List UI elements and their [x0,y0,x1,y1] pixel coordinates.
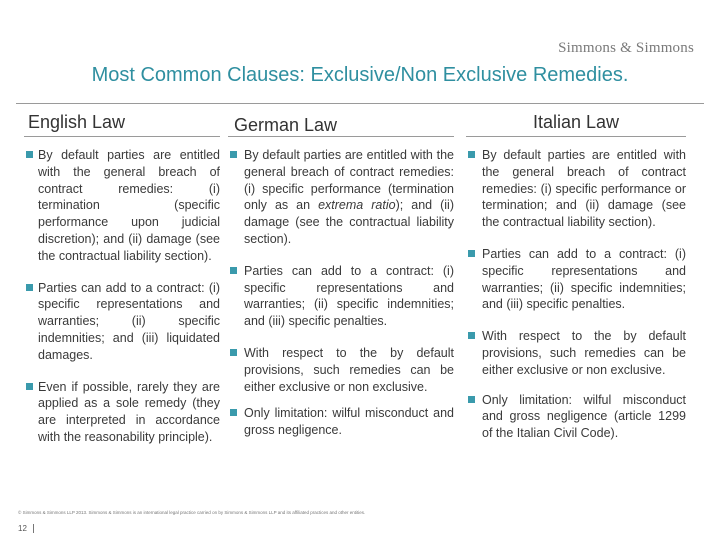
page-number-divider [33,524,34,533]
list-item [24,280,220,364]
bullet-text: Only limitation: wilful misconduct and gross negligence (article 1299 of the Italian Civil Code). [482,392,686,441]
square-bullet-icon [468,332,475,339]
square-bullet-icon [26,284,33,291]
bullet-text-italic: extrema ratio [318,198,396,213]
square-bullet-icon [230,267,237,274]
square-bullet-icon [468,396,475,403]
list-item [24,379,220,446]
page-number: 12 [18,524,27,533]
bullet-text: By default parties are entitled with the general breach of contract remedies: (i) termination (specific performance upon judicial discretion); and (ii) damage (see the contractual liability section). [38,148,220,263]
brand-logo: Simmons & Simmons [558,40,694,56]
list-item [466,246,686,313]
list-item [228,263,454,330]
list-item [466,147,686,231]
list-item [466,392,686,442]
list-item [228,147,454,248]
bullet-text-part: ); and (ii) damage (see the contractual liability section). [244,198,454,246]
bullet-text: Only limitation: wilful misconduct and gross negligence. [244,406,454,438]
square-bullet-icon [230,349,237,356]
column-english-law [24,106,220,461]
column-heading: Italian Law [466,106,686,137]
list-item [24,147,220,265]
list-item [466,328,686,378]
bullet-text: With respect to the by default provisions, such remedies can be either exclusive or non exclusive. [244,345,454,394]
bullet-text: By default parties are entitled with the general breach of contract remedies: (i) specific performance or termination; and (ii) damage (see the contractual liability section). [482,148,686,230]
bullet-text: Even if possible, rarely they are applied as a sole remedy (they are interpreted in accordance with the reasonability principle). [38,379,220,444]
column-heading: German Law [228,106,454,137]
list-item [228,345,454,395]
square-bullet-icon [230,151,237,158]
square-bullet-icon [26,383,33,390]
slide-title: Most Common Clauses: Exclusive/Non Exclusive Remedies. [91,64,629,86]
list-item [228,405,454,439]
square-bullet-icon [468,151,475,158]
square-bullet-icon [468,250,475,257]
divider [16,103,704,104]
bullet-text: Parties can add to a contract: (i) specific representations and warranties; (ii) specific indemnities; and (iii) liquidated damages. [38,280,220,362]
page-number-area [18,524,34,533]
square-bullet-icon [230,409,237,416]
bullet-text: Parties can add to a contract: (i) specific representations and warranties; (ii) specific indemnities; and (iii) specific penalties. [244,263,454,329]
footer-legal: © Simmons & Simmons LLP 2013. Simmons & Simmons is an international legal practice carried on by Simmons & Simmons LLP and its affiliated practices and other entities. [18,510,366,515]
column-italian-law [466,106,686,457]
square-bullet-icon [26,151,33,158]
column-heading: English Law [24,106,220,137]
bullet-text: Parties can add to a contract: (i) specific representations and warranties; (ii) specific indemnities; and (iii) specific penalties. [482,246,686,312]
bullet-text: With respect to the by default provisions, such remedies can be either exclusive or non exclusive. [482,329,686,377]
bullet-text-part: By default parties are entitled with the general breach of contract remedies: (i) specific performance (termination only as an [244,148,454,213]
column-german-law [228,106,454,454]
